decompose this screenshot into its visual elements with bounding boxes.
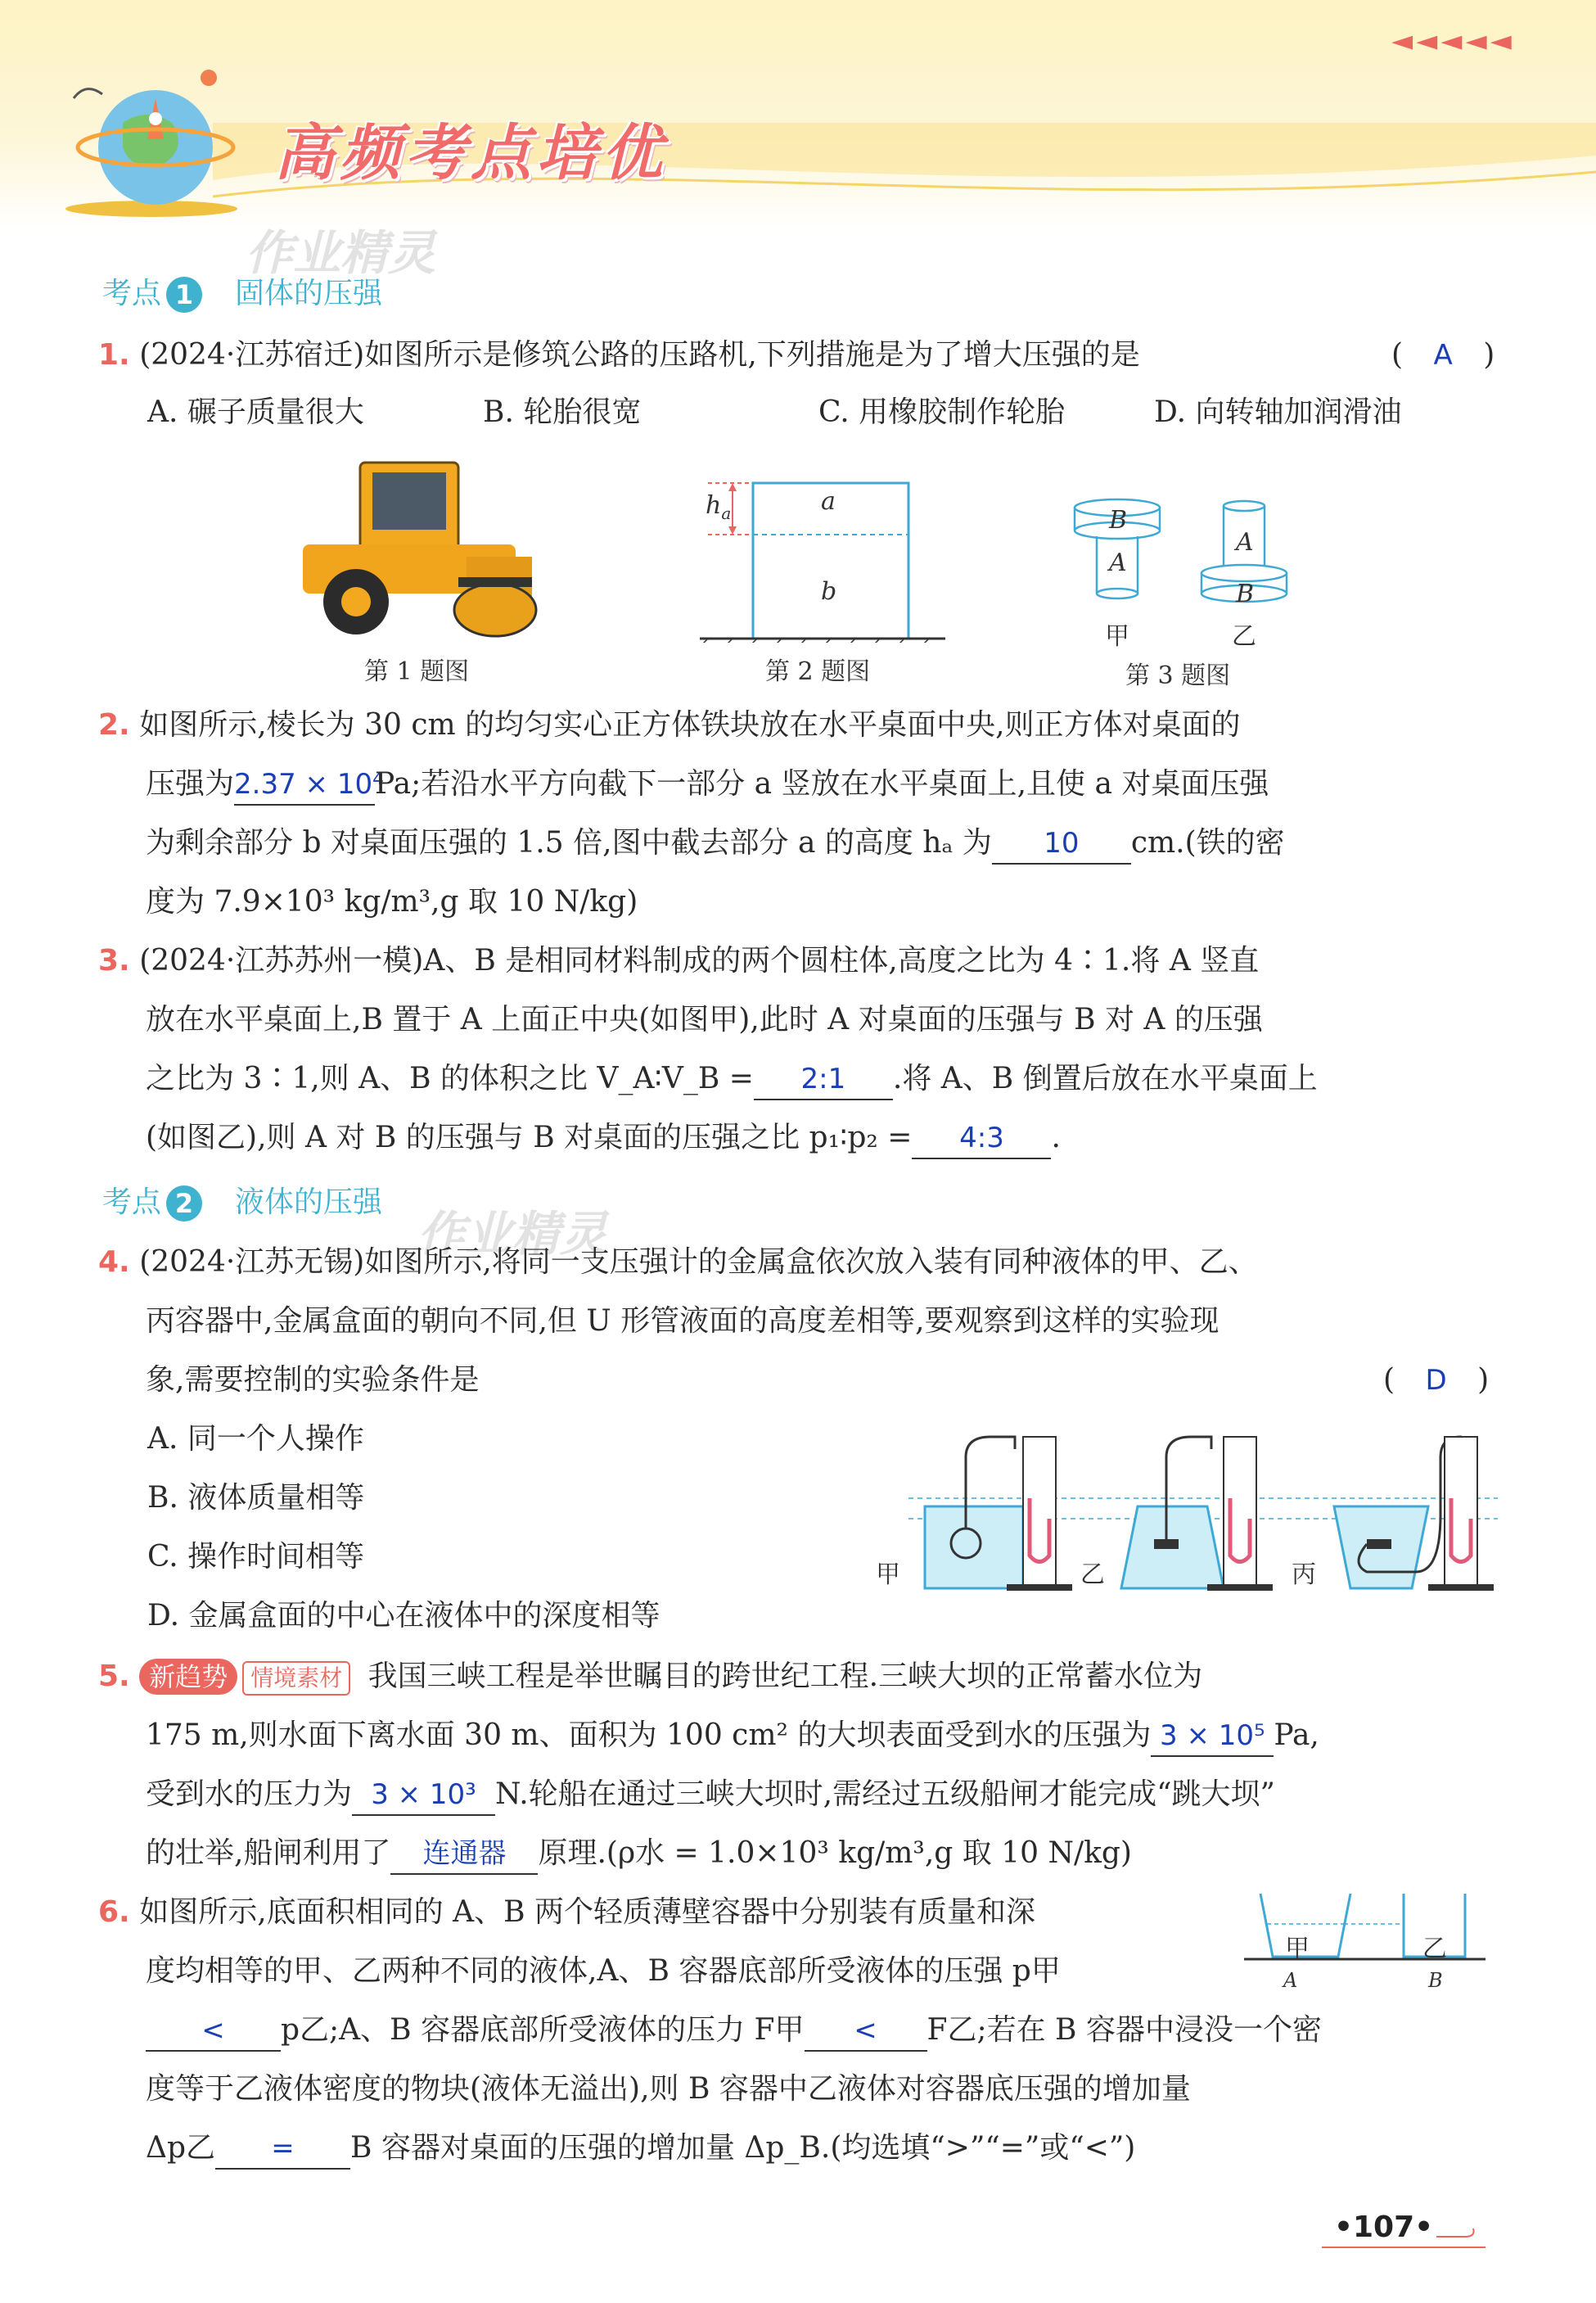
option-b: B. 液体质量相等: [147, 1481, 365, 1515]
label-jia: 甲: [1285, 1935, 1310, 1963]
containers-figure: [1244, 1887, 1490, 1977]
label-B-yi: B: [1236, 580, 1255, 608]
watermark: 作业精灵: [246, 225, 436, 281]
question-6-line-1: 6. 如图所示,底面积相同的 A、B 两个轻质薄壁容器中分别装有质量和深: [98, 1895, 1035, 1929]
question-4-line-3: 象,需要控制的实验条件是: [146, 1363, 480, 1397]
paren-close: ): [1483, 338, 1495, 372]
question-1-stem: [98, 336, 1140, 375]
road-roller-figure: [278, 454, 565, 643]
question-1-answer-box: [1391, 336, 1495, 375]
question-4-answer-box: ( D ): [1383, 1363, 1490, 1397]
question-number: 2.: [98, 708, 130, 742]
option-d: D. 向转轴加润滑油: [1154, 395, 1402, 429]
question-4-line-2: 丙容器中,金属盒面的朝向不同,但 U 形管液面的高度差相等,要观察到这样的实验现: [146, 1304, 1220, 1338]
option-c: C. 用橡胶制作轮胎: [818, 395, 1066, 429]
label-jia: 甲: [876, 1560, 900, 1589]
question-5-line-4: 的壮举,船闸利用了 连通器 原理.(ρ水 = 1.0×10³ kg/m³,g 取 10 N/kg): [146, 1834, 1132, 1875]
answer-blank: 2.37 × 10⁴: [234, 765, 375, 806]
watermark: 作业精灵: [417, 1206, 608, 1262]
question-2-line-2: 压强为2.37 × 10⁴Pa;若沿水平方向截下一部分 a 竖放在水平桌面上,且使 a 对桌面压强: [146, 765, 1269, 806]
question-3-line-2: 放在水平桌面上,B 置于 A 上面正中央(如图甲),此时 A 对桌面的压强与 B 对 A 的压强: [146, 1003, 1263, 1036]
question-5-line-2: 175 m,则水面下离水面 30 m、面积为 100 cm² 的大坝表面受到水的压强为 3 × 10⁵ Pa,: [146, 1716, 1319, 1757]
decorative-arrows-icon: ◄◄◄◄◄: [1391, 25, 1515, 57]
option-d: D. 金属盒面的中心在液体中的深度相等: [147, 1599, 660, 1632]
page-underline: [1322, 2245, 1486, 2250]
question-number: 4.: [98, 1245, 130, 1279]
question-5-line-3: 受到水的压力为 3 × 10³ N.轮船在通过三峡大坝时,需经过五级船闸才能完成“跳大坝”: [146, 1775, 1275, 1816]
question-6-line-4: 度等于乙液体密度的物块(液体无溢出),则 B 容器中乙液体对容器底压强的增加量: [146, 2072, 1191, 2106]
label-yi: 乙: [1422, 1935, 1447, 1963]
label-h: $h_a$: [706, 491, 732, 523]
page-tail-decoration: [1436, 2220, 1477, 2245]
question-2-line-4: 度为 7.9×10³ kg/m³,g 取 10 N/kg): [146, 885, 638, 919]
label-b: b: [821, 577, 837, 606]
label-B-jia: B: [1109, 506, 1128, 535]
section-label: 考点: [102, 1185, 162, 1219]
label-yi: 乙: [1232, 622, 1256, 651]
paren-open: (: [1391, 338, 1404, 372]
globe-logo-icon: [57, 49, 246, 221]
question-number: 5.: [98, 1660, 130, 1693]
page-title: 高频考点培优: [274, 118, 667, 188]
answer-blank: <: [805, 2011, 927, 2052]
page-number: •107•: [1334, 2210, 1434, 2244]
figure-2-caption: 第 2 题图: [765, 657, 871, 686]
label-yi: 乙: [1080, 1560, 1105, 1589]
answer-value: A: [1433, 339, 1453, 372]
question-6-line-3: < p乙;A、B 容器底部所受液体的压力 F甲 < F乙;若在 B 容器中浸没一个密: [146, 2011, 1322, 2052]
question-6-line-2: 度均相等的甲、乙两种不同的液体,A、B 容器底部所受液体的压强 p甲: [146, 1954, 1061, 1988]
section-heading-1: [102, 270, 382, 313]
section-number: 1: [166, 277, 202, 313]
answer-blank: 2:1: [754, 1059, 893, 1100]
label-A-yi: A: [1236, 528, 1254, 557]
answer-blank: 3 × 10³: [352, 1775, 495, 1816]
section-name: 液体的压强: [235, 1185, 383, 1219]
figure-1-caption: 第 1 题图: [364, 657, 470, 686]
figure-3-caption: 第 3 题图: [1125, 662, 1231, 690]
question-number: 3.: [98, 944, 130, 978]
question-3-line-3: 之比为 3∶1,则 A、B 的体积之比 V_A∶V_B = 2:1 .将 A、B 倒置后放在水平桌面上: [146, 1059, 1318, 1100]
label-A-jia: A: [1109, 549, 1127, 577]
answer-blank: <: [146, 2011, 281, 2052]
question-3-line-4: (如图乙),则 A 对 B 的压强与 B 对桌面的压强之比 p₁∶p₂ = 4:3 .: [146, 1118, 1061, 1159]
answer-blank: =: [215, 2129, 350, 2170]
label-a: a: [821, 487, 836, 516]
question-6-line-5: Δp乙 = B 容器对桌面的压强的增加量 Δp_B.(均选填“>”“=”或“<”): [146, 2129, 1135, 2170]
question-3-line-1: 3. (2024·江苏苏州一模)A、B 是相同材料制成的两个圆柱体,高度之比为 4∶1.将 A 竖直: [98, 944, 1260, 978]
answer-blank: 3 × 10⁵: [1151, 1716, 1274, 1757]
label-B: B: [1428, 1969, 1443, 1992]
question-2-line-3: 为剩余部分 b 对桌面压强的 1.5 倍,图中截去部分 a 的高度 hₐ 为 10 cm.(铁的密: [146, 824, 1285, 865]
section-heading-2: [102, 1179, 382, 1221]
question-number: 6.: [98, 1895, 130, 1929]
section-label: 考点: [102, 277, 162, 310]
option-b: B. 轮胎很宽: [483, 395, 642, 429]
label-jia: 甲: [1105, 622, 1129, 651]
trend-badge: 新趋势: [139, 1659, 237, 1695]
context-badge: 情境素材: [242, 1661, 350, 1696]
question-5-line-1: 5. 新趋势 情境素材 我国三峡工程是举世瞩目的跨世纪工程.三峡大坝的正常蓄水位为: [98, 1657, 1202, 1696]
question-number: 1.: [98, 338, 130, 372]
option-c: C. 操作时间相等: [147, 1540, 365, 1574]
section-name: 固体的压强: [235, 277, 383, 310]
answer-value: D: [1425, 1364, 1447, 1397]
option-a: A. 同一个人操作: [147, 1422, 364, 1456]
label-bing: 丙: [1292, 1560, 1316, 1589]
section-number: 2: [166, 1185, 202, 1221]
question-text: 如图所示,棱长为 30 cm 的均匀实心正方体铁块放在水平桌面中央,则正方体对桌面的: [139, 708, 1241, 742]
option-a: A. 碾子质量很大: [147, 395, 364, 429]
question-text: (2024·江苏宿迁)如图所示是修筑公路的压路机,下列措施是为了增大压强的是: [139, 338, 1140, 372]
pressure-gauge-figure: [908, 1416, 1498, 1596]
cylinders-figure: [1064, 491, 1310, 634]
label-A: A: [1283, 1969, 1298, 1992]
question-4-line-1: 4. (2024·江苏无锡)如图所示,将同一支压强计的金属盒依次放入装有同种液体的甲、乙、: [98, 1245, 1258, 1279]
answer-blank: 4:3: [912, 1118, 1051, 1159]
answer-blank: 10: [992, 824, 1131, 865]
question-2-line-1: [98, 706, 1241, 745]
answer-blank: 连通器: [390, 1834, 538, 1875]
